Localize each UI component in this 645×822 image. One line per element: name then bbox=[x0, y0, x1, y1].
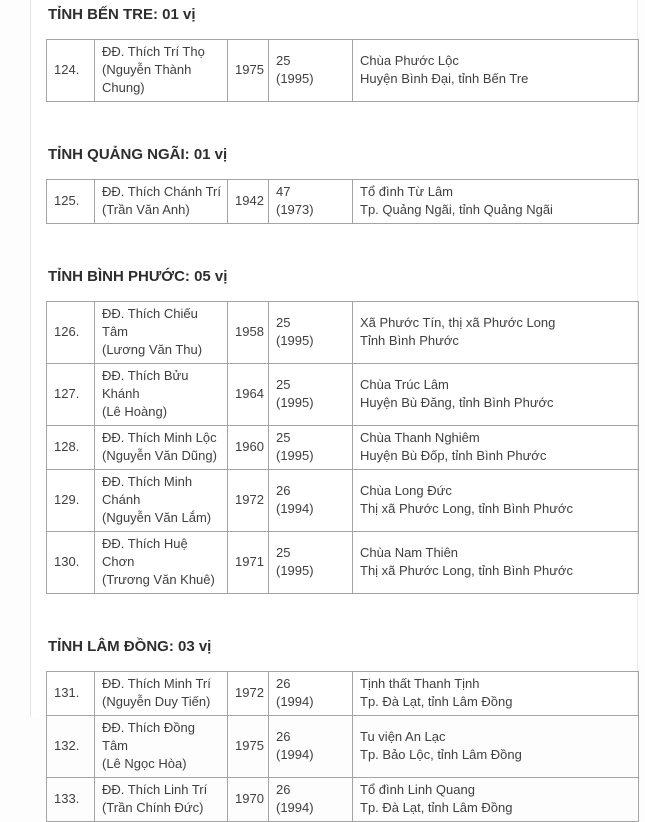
ordination-age: 25 bbox=[276, 545, 291, 560]
table-row bbox=[47, 302, 639, 364]
place-address: Huyện Bù Đốp, tỉnh Bình Phước bbox=[360, 448, 547, 463]
ordination-age: 26 bbox=[276, 782, 291, 797]
cell-number: 133. bbox=[47, 778, 95, 822]
place-address: Tp. Bảo Lộc, tỉnh Lâm Đồng bbox=[360, 747, 522, 762]
cell-ordination bbox=[269, 716, 353, 778]
cell-birth-year: 1972 bbox=[228, 470, 269, 532]
cell-number: 124. bbox=[47, 40, 95, 102]
birth-name: (Trần Chính Đức) bbox=[102, 800, 204, 815]
cell-location bbox=[353, 302, 639, 364]
cell-birth-year: 1975 bbox=[228, 716, 269, 778]
place-address: Huyện Bù Đăng, tỉnh Bình Phước bbox=[360, 395, 554, 410]
roster-table bbox=[46, 179, 639, 224]
cell-name bbox=[95, 470, 228, 532]
ordination-year: (1973) bbox=[276, 202, 314, 217]
document-page bbox=[30, 0, 638, 815]
cell-ordination bbox=[269, 532, 353, 594]
monk-name: ĐĐ. Thích Minh Lộc bbox=[102, 430, 217, 445]
cell-name bbox=[95, 302, 228, 364]
cell-birth-year: 1942 bbox=[228, 180, 269, 224]
place-address: Tp. Quảng Ngãi, tỉnh Quảng Ngãi bbox=[360, 202, 553, 217]
ordination-year: (1995) bbox=[276, 333, 314, 348]
cell-birth-year: 1971 bbox=[228, 532, 269, 594]
monk-name: ĐĐ. Thích Chiếu Tâm bbox=[102, 306, 198, 339]
roster-table bbox=[46, 301, 639, 594]
table-row bbox=[47, 180, 639, 224]
cell-number: 129. bbox=[47, 470, 95, 532]
birth-name: (Nguyễn Văn Dũng) bbox=[102, 448, 217, 463]
table-row bbox=[47, 426, 639, 470]
table-body bbox=[47, 180, 639, 224]
section-title: TỈNH QUẢNG NGÃI: 01 vị bbox=[48, 146, 228, 163]
cell-number: 130. bbox=[47, 532, 95, 594]
table-row bbox=[47, 778, 639, 822]
cell-ordination bbox=[269, 426, 353, 470]
ordination-age: 26 bbox=[276, 676, 291, 691]
cell-number: 132. bbox=[47, 716, 95, 778]
monk-name: ĐĐ. Thích Chánh Trí bbox=[102, 184, 221, 199]
birth-name: (Trương Văn Khuê) bbox=[102, 572, 215, 587]
cell-name bbox=[95, 716, 228, 778]
table-body bbox=[47, 302, 639, 594]
cell-location bbox=[353, 716, 639, 778]
birth-name: (Lê Ngọc Hòa) bbox=[102, 756, 187, 771]
place-name: Chùa Nam Thiên bbox=[360, 545, 459, 560]
cell-location bbox=[353, 426, 639, 470]
cell-ordination bbox=[269, 672, 353, 716]
cell-location bbox=[353, 180, 639, 224]
monk-name: ĐĐ. Thích Trí Thọ bbox=[102, 44, 205, 59]
ordination-year: (1995) bbox=[276, 71, 314, 86]
cell-location bbox=[353, 778, 639, 822]
ordination-year: (1994) bbox=[276, 800, 314, 815]
province-section bbox=[46, 145, 637, 224]
roster-table bbox=[46, 671, 639, 822]
cell-number: 127. bbox=[47, 364, 95, 426]
section-title: TỈNH LÂM ĐỒNG: 03 vị bbox=[48, 638, 212, 655]
place-address: Tỉnh Bình Phước bbox=[360, 333, 459, 348]
table-body bbox=[47, 672, 639, 822]
place-name: Chùa Trúc Lâm bbox=[360, 377, 449, 392]
ordination-age: 26 bbox=[276, 729, 291, 744]
cell-location bbox=[353, 532, 639, 594]
cell-ordination bbox=[269, 470, 353, 532]
cell-birth-year: 1958 bbox=[228, 302, 269, 364]
place-name: Chùa Thanh Nghiêm bbox=[360, 430, 480, 445]
ordination-age: 26 bbox=[276, 483, 291, 498]
cell-location bbox=[353, 40, 639, 102]
monk-name: ĐĐ. Thích Linh Trí bbox=[102, 782, 208, 797]
section-title: TỈNH BÌNH PHƯỚC: 05 vị bbox=[48, 268, 228, 285]
birth-name: (Trần Văn Anh) bbox=[102, 202, 190, 217]
cell-ordination bbox=[269, 40, 353, 102]
place-address: Tp. Đà Lạt, tỉnh Lâm Đồng bbox=[360, 694, 513, 709]
cell-name bbox=[95, 778, 228, 822]
province-section bbox=[46, 267, 637, 594]
cell-name bbox=[95, 364, 228, 426]
ordination-year: (1995) bbox=[276, 563, 314, 578]
table-row bbox=[47, 364, 639, 426]
cell-number: 128. bbox=[47, 426, 95, 470]
monk-name: ĐĐ. Thích Huệ Chơn bbox=[102, 536, 188, 569]
cell-birth-year: 1960 bbox=[228, 426, 269, 470]
birth-name: (Nguyễn Văn Lắm) bbox=[102, 510, 212, 525]
place-name: Xã Phước Tín, thị xã Phước Long bbox=[360, 315, 556, 330]
birth-name: (Lê Hoàng) bbox=[102, 404, 168, 419]
roster-document bbox=[46, 5, 637, 822]
birth-name: (Nguyễn Thành Chung) bbox=[102, 62, 192, 95]
cell-birth-year: 1972 bbox=[228, 672, 269, 716]
table-row bbox=[47, 716, 639, 778]
table-row bbox=[47, 470, 639, 532]
cell-location bbox=[353, 364, 639, 426]
section-title: TỈNH BẾN TRE: 01 vị bbox=[48, 6, 196, 23]
monk-name: ĐĐ. Thích Minh Trí bbox=[102, 676, 211, 691]
ordination-age: 47 bbox=[276, 184, 291, 199]
table-body bbox=[47, 40, 639, 102]
cell-birth-year: 1964 bbox=[228, 364, 269, 426]
cell-ordination bbox=[269, 180, 353, 224]
table-row bbox=[47, 672, 639, 716]
monk-name: ĐĐ. Thích Đồng Tâm bbox=[102, 720, 195, 753]
place-name: Tổ đình Linh Quang bbox=[360, 782, 475, 797]
province-section bbox=[46, 5, 637, 102]
province-section bbox=[46, 637, 637, 822]
cell-location bbox=[353, 470, 639, 532]
ordination-year: (1995) bbox=[276, 395, 314, 410]
cell-birth-year: 1975 bbox=[228, 40, 269, 102]
roster-table bbox=[46, 39, 639, 102]
cell-number: 126. bbox=[47, 302, 95, 364]
ordination-year: (1995) bbox=[276, 448, 314, 463]
ordination-age: 25 bbox=[276, 377, 291, 392]
place-name: Chùa Phước Lộc bbox=[360, 53, 459, 68]
ordination-year: (1994) bbox=[276, 694, 314, 709]
cell-name bbox=[95, 672, 228, 716]
table-row bbox=[47, 40, 639, 102]
place-address: Huyện Bình Đại, tỉnh Bến Tre bbox=[360, 71, 529, 86]
cell-location bbox=[353, 672, 639, 716]
cell-name bbox=[95, 426, 228, 470]
cell-number: 125. bbox=[47, 180, 95, 224]
birth-name: (Nguyễn Duy Tiến) bbox=[102, 694, 211, 709]
place-name: Tịnh thất Thanh Tịnh bbox=[360, 676, 480, 691]
monk-name: ĐĐ. Thích Bửu Khánh bbox=[102, 368, 189, 401]
ordination-age: 25 bbox=[276, 430, 291, 445]
ordination-year: (1994) bbox=[276, 501, 314, 516]
table-row bbox=[47, 532, 639, 594]
cell-name bbox=[95, 180, 228, 224]
place-address: Tp. Đà Lạt, tỉnh Lâm Đồng bbox=[360, 800, 513, 815]
cell-name bbox=[95, 532, 228, 594]
monk-name: ĐĐ. Thích Minh Chánh bbox=[102, 474, 193, 507]
place-name: Chùa Long Đức bbox=[360, 483, 452, 498]
ordination-age: 25 bbox=[276, 53, 291, 68]
ordination-year: (1994) bbox=[276, 747, 314, 762]
cell-name bbox=[95, 40, 228, 102]
birth-name: (Lương Văn Thu) bbox=[102, 342, 203, 357]
place-name: Tu viện An Lạc bbox=[360, 729, 446, 744]
place-address: Thị xã Phước Long, tỉnh Bình Phước bbox=[360, 563, 573, 578]
place-address: Thị xã Phước Long, tỉnh Bình Phước bbox=[360, 501, 573, 516]
cell-ordination bbox=[269, 302, 353, 364]
cell-number: 131. bbox=[47, 672, 95, 716]
cell-birth-year: 1970 bbox=[228, 778, 269, 822]
cell-ordination bbox=[269, 778, 353, 822]
ordination-age: 25 bbox=[276, 315, 291, 330]
place-name: Tổ đình Từ Lâm bbox=[360, 184, 454, 199]
cell-ordination bbox=[269, 364, 353, 426]
